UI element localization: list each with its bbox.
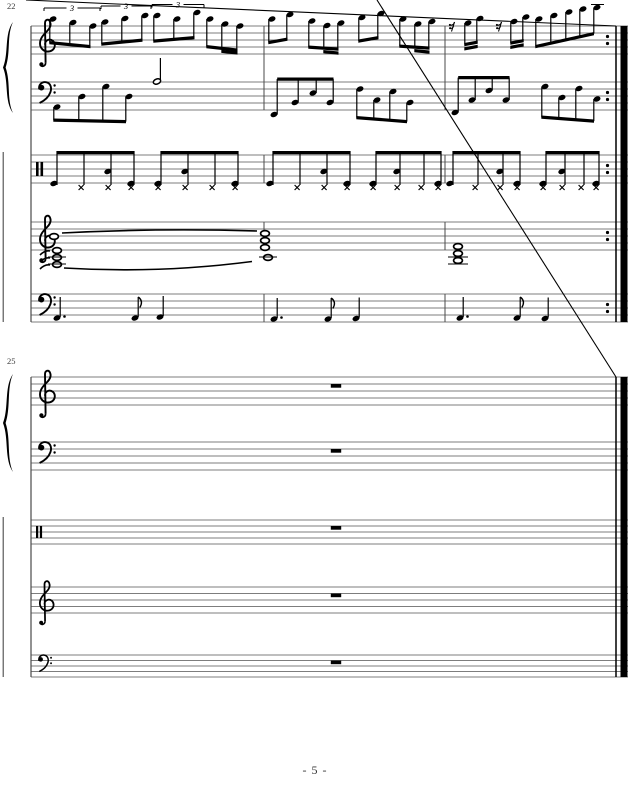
beam (375, 151, 441, 154)
beam (272, 151, 350, 154)
clef-dot (53, 303, 55, 305)
tie (62, 230, 257, 233)
beam (356, 116, 407, 123)
clef-bar (40, 526, 42, 538)
beam (458, 76, 509, 79)
clef-dot (53, 91, 55, 93)
staff-keys-treble (31, 587, 628, 613)
page-number: - 5 - (302, 763, 328, 777)
repeat-dot (606, 171, 609, 174)
beam (56, 151, 134, 154)
tie (40, 265, 50, 269)
whole-notehead (261, 231, 270, 237)
system-25 (3, 0, 628, 677)
bass-clef-icon (39, 82, 56, 103)
bass-clef-icon (39, 442, 56, 463)
repeat-dot (606, 231, 609, 234)
x-notehead (183, 185, 188, 190)
whole-rest (331, 661, 341, 665)
clef-dot (50, 662, 52, 664)
beam (545, 151, 599, 154)
circle (449, 24, 451, 26)
clef-bar (36, 526, 38, 538)
system-brace (3, 22, 13, 113)
augmentation-dot (280, 316, 283, 319)
whole-rest (331, 526, 341, 530)
x-notehead (498, 185, 503, 190)
beam (358, 36, 378, 43)
staff-keys-treble (31, 222, 628, 250)
tuplet-bracket (152, 0, 204, 10)
x-notehead (419, 185, 424, 190)
repeat-dot (606, 91, 609, 94)
tuplet-bracket (101, 1, 151, 11)
tuplet-number: 3 (175, 0, 181, 10)
staff-drums (31, 520, 628, 544)
repeat-dot (606, 35, 609, 38)
repeat-dot (606, 164, 609, 167)
sixteenth-rest (496, 22, 502, 32)
x-notehead (322, 185, 327, 190)
measure-number: 25 (7, 356, 16, 366)
clef-ball (39, 62, 43, 66)
x-notehead (473, 185, 478, 190)
end-thick-barline (621, 377, 628, 677)
beam (414, 49, 429, 54)
clef-dot (53, 444, 55, 446)
circle (496, 27, 498, 29)
end-thick-barline (621, 26, 628, 322)
whole-notehead (261, 245, 270, 251)
clef-dot (53, 296, 55, 298)
repeat-dot (606, 98, 609, 101)
bass-clef-icon (39, 294, 56, 315)
tie (64, 262, 252, 270)
clef-dot (50, 657, 52, 659)
whole-notehead (454, 251, 463, 257)
augmentation-dot (63, 315, 66, 318)
beam (277, 78, 333, 81)
circle (449, 27, 451, 29)
whole-notehead (454, 244, 463, 250)
x-notehead (560, 185, 565, 190)
tuplet-bracket (44, 3, 100, 13)
beam (160, 151, 238, 154)
whole-notehead (261, 238, 270, 244)
treble-clef-icon (39, 581, 53, 624)
clef-bar (41, 162, 44, 176)
whole-rest (331, 449, 341, 453)
clef-bar (36, 162, 39, 176)
beam (53, 119, 126, 124)
treble-clef-icon (39, 371, 55, 418)
beam (268, 38, 287, 45)
sixteenth-rest (449, 22, 455, 32)
notes-layer (40, 0, 604, 323)
staff-keys-bass (31, 655, 628, 677)
circle (496, 24, 498, 26)
staff-piano-treble (31, 377, 628, 405)
tuplet-number: 3 (123, 1, 129, 12)
x-notehead (579, 185, 584, 190)
x-notehead (210, 185, 215, 190)
staff-drums (31, 155, 628, 183)
bass-clef-icon (38, 655, 52, 671)
augmentation-dot (466, 315, 469, 318)
repeat-dot (606, 303, 609, 306)
x-notehead (395, 185, 400, 190)
repeat-dot (606, 310, 609, 313)
clef-dot (53, 84, 55, 86)
system-brace (3, 374, 13, 472)
repeat-dot (606, 238, 609, 241)
x-notehead (295, 185, 300, 190)
whole-notehead (454, 258, 463, 264)
x-notehead (79, 185, 84, 190)
clef-ball (39, 621, 43, 625)
whole-rest (331, 384, 341, 388)
system-22 (3, 0, 628, 323)
beam (452, 151, 520, 154)
whole-notehead (50, 234, 59, 240)
whole-notehead (53, 248, 62, 254)
clef-ball (39, 413, 43, 417)
staff-piano-bass (31, 82, 628, 110)
line (26, 0, 616, 26)
x-notehead (106, 185, 111, 190)
beam (541, 116, 594, 123)
staff-piano-bass (31, 442, 628, 470)
clef-dot (53, 451, 55, 453)
tuplet-number: 3 (69, 3, 75, 14)
whole-rest (331, 594, 341, 598)
notes-layer (331, 384, 341, 664)
measure-number: 22 (7, 1, 16, 11)
repeat-dot (606, 42, 609, 45)
